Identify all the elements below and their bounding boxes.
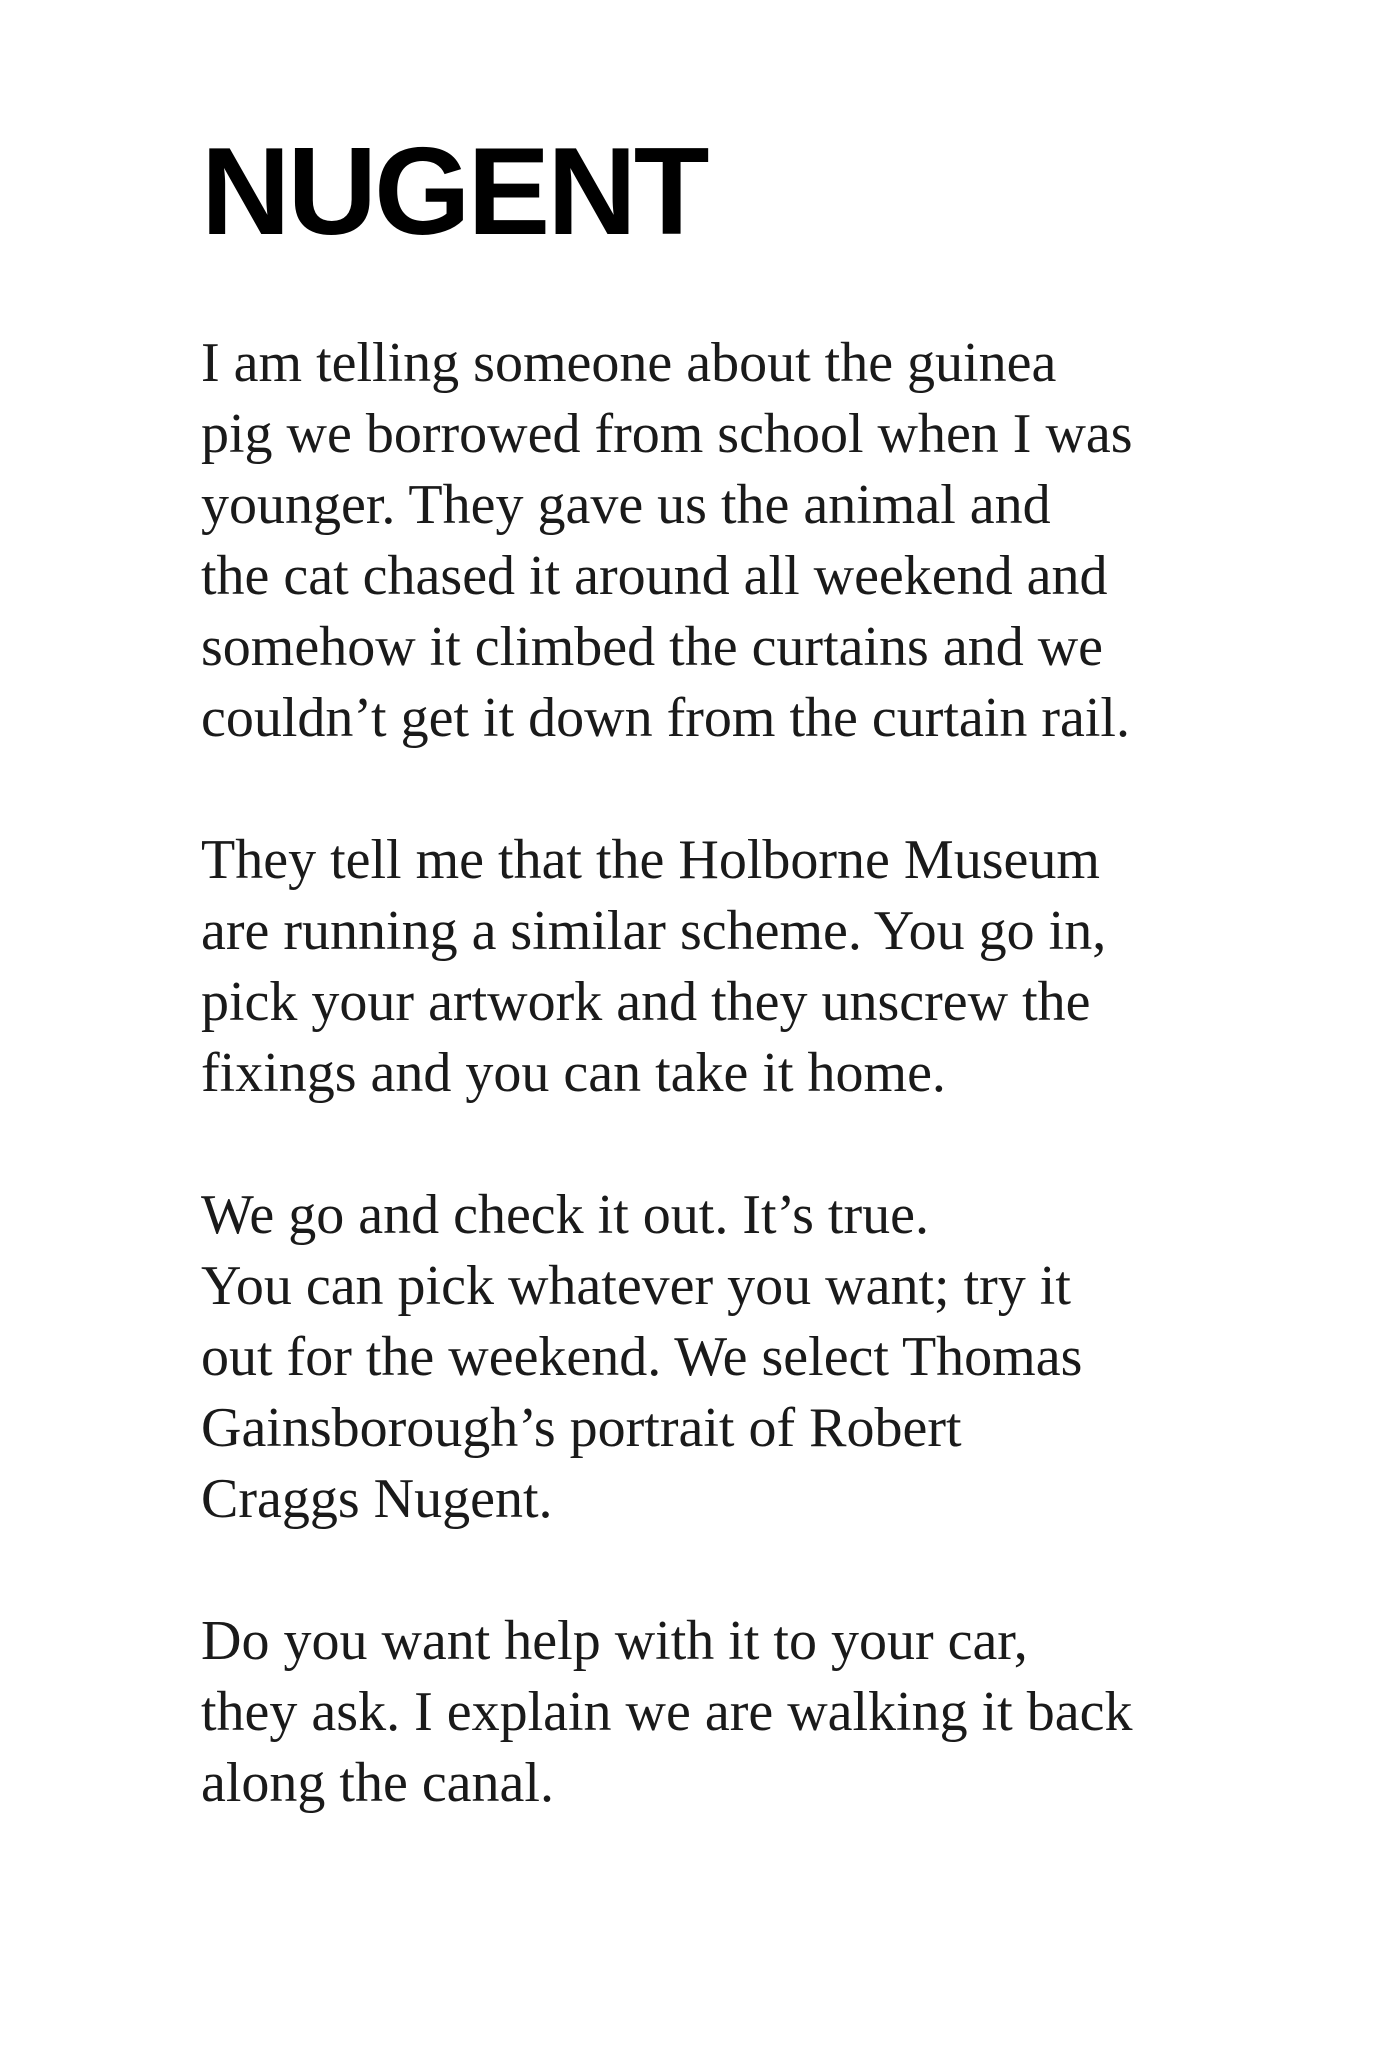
stanza-4 [201, 1606, 1261, 1819]
text-line: pig we borrowed from school when I was [201, 403, 1133, 465]
text-line: fixings and you can take it home. [201, 1042, 946, 1104]
text-line: They tell me that the Holborne Museum [201, 829, 1100, 891]
text-line: Do you want help with it to your car, [201, 1610, 1028, 1672]
text-line: they ask. I explain we are walking it back [201, 1681, 1133, 1743]
text-line: the cat chased it around all weekend and [201, 545, 1108, 607]
text-line: Craggs Nugent. [201, 1468, 553, 1530]
stanza-1 [201, 328, 1261, 754]
text-line: couldn’t get it down from the curtain rail. [201, 687, 1130, 749]
text-line: along the canal. [201, 1752, 554, 1814]
text-line: somehow it climbed the curtains and we [201, 616, 1103, 678]
text-line: out for the weekend. We select Thomas [201, 1326, 1083, 1388]
stanza-2 [201, 825, 1261, 1109]
text-line: You can pick whatever you want; try it [201, 1255, 1071, 1317]
poem-body [201, 328, 1261, 1890]
text-line: younger. They gave us the animal and [201, 474, 1051, 536]
text-line: pick your artwork and they unscrew the [201, 971, 1091, 1033]
page-title: NUGENT [201, 123, 707, 261]
stanza-3 [201, 1180, 1261, 1535]
text-line: We go and check it out. It’s true. [201, 1184, 929, 1246]
text-line: are running a similar scheme. You go in, [201, 900, 1107, 962]
text-line: Gainsborough’s portrait of Robert [201, 1397, 962, 1459]
text-line: I am telling someone about the guinea [201, 332, 1057, 394]
